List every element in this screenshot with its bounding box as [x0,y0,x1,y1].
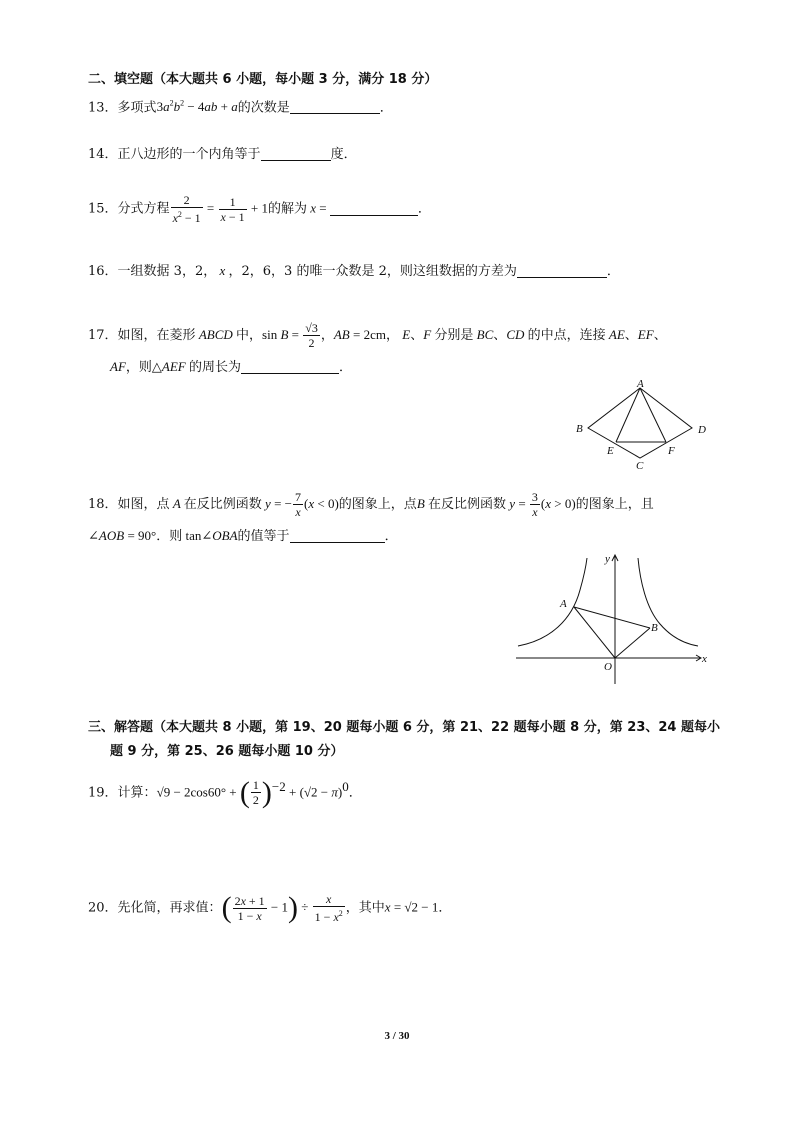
q17-text-d: ， [385,328,399,343]
segment-ae [616,388,640,442]
segment-af [640,388,666,442]
q17-text-f: 的中点，连接 [527,328,606,343]
question-16: 16．一组数据 3，2， x ，2，6，3 的唯一众数是 2，则这组数据的方差为 ． [88,263,620,279]
q14-number: 14． [88,147,118,162]
q19-number: 19． [88,785,118,801]
q20-end: ． [438,900,452,916]
q16-mid: ，2，6，3 的唯一众数是 2，则这组数据的方差为 [228,264,517,279]
q17-text-g: ，则△ [125,360,162,375]
q15-answer-blank[interactable] [330,201,418,216]
curve-left-branch [518,558,587,646]
q15-fraction-right: $\frac{1}{x - 1}$ [220,194,245,224]
q17-text-b: 中， [236,328,263,343]
rhombus-diagram [572,378,712,470]
curve-right-branch [638,558,698,646]
label-d: D [698,424,706,436]
segment-ab [574,607,650,628]
q20-fraction-x-over: $\frac{x}{1 - x^2}$ [314,892,343,924]
q15-pre: 分式方程 [117,201,170,217]
label-e: E [607,445,614,457]
q17-text-h: 的周长为 [188,360,241,375]
question-13 [88,95,393,117]
q17-answer-blank[interactable] [241,359,339,374]
label-c: C [636,460,644,470]
question-15: 15．分式方程 $\frac{2}{x^2 - 1}$ = $\frac{1}{x - 1}$ + 1的解为 x = ． [88,193,431,225]
q13-number: 13． [88,100,118,116]
section-3-title-line-1: 三、解答题（本大题共 8 小题，第 19、20 题每小题 6 分，第 21、22 题每小题 8 分，第 23、24 题每小 [88,720,720,735]
q18-answer-blank[interactable] [290,528,385,543]
q13-answer-blank[interactable] [290,99,380,114]
q20-number: 20． [88,900,118,916]
q18-fraction-3-over-x: $\frac{3}{x}$ [531,490,538,519]
page-number: 3 / 30 [384,1030,410,1042]
q16-text: 一组数据 3，2， [117,264,217,279]
label-a: A [637,378,644,390]
q18-number: 18． [88,497,118,512]
section-2-title: 二、填空题（本大题共 6 小题，每小题 3 分，满分 18 分） [88,72,438,87]
q19-fraction-half: $\frac{1}{2}$ [252,778,259,808]
q14-end: 度． [330,147,357,162]
hyperbola-diagram [510,550,710,688]
segment-ob [615,628,650,658]
q13-expression: $3a^2b^2 - 4ab + a$ [156,99,238,115]
q16-end: ． [606,264,620,279]
q20-pre: 先化简，再求值： [117,900,222,916]
question-19: 19．计算：√9 − 2cos60° + ( $\frac{1}{2}$ )$^{-2} + (√2 - \pi)^0$． [88,775,362,809]
question-20: 20．先化简，再求值：( $\frac{2x + 1}{1 - x}$ − 1) ÷ $\frac{x}{1 - x^2}$ ，其中x = √2 − 1． [88,891,452,924]
segment-oa [574,607,615,658]
q17-number: 17． [88,328,118,343]
q18-text-d: 在反比例函数 [428,497,507,512]
q17-text-a: 如图，在菱形 [117,328,196,343]
q19-pre: 计算： [117,785,157,801]
q17-fraction-sqrt3-over-2: $\frac{√3}{2}$ [305,321,318,350]
q17-text-c: ， [320,328,334,343]
q15-post: 的解为 [267,201,307,217]
q16-number: 16． [88,264,118,279]
q18-text-a: 如图，点 [117,497,170,512]
q14-answer-blank[interactable] [261,146,331,161]
q18-fraction-7-over-x: $\frac{7}{x}$ [295,490,301,519]
question-14 [88,146,357,164]
label-x: x [702,653,707,665]
question-18-line-2: ∠AOB = 90°．则 tan∠OBA的值等于 ． [88,528,398,544]
q18-text-b: 在反比例函数 [183,497,262,512]
label-o: O [604,661,612,673]
section-3-title-line-2: 题 9 分，第 25、26 题每小题 10 分） [110,744,344,759]
q14-pre: 正八边形的一个内角等于 [117,147,261,162]
label-f: F [668,445,675,457]
q17-end: ． [338,360,352,375]
q19-expression: √9 − 2cos60° + [156,784,240,800]
q18-text-e: 的图象上，且 [575,497,654,512]
label-y: y [605,553,610,565]
question-17-line-2: AF，则△AEF 的周长为 ． [110,359,352,375]
q15-number: 15． [88,201,118,217]
q15-end: ． [417,201,431,217]
q13-pre: 多项式 [117,100,157,116]
q13-post: 的次数是 [237,100,290,116]
q18-end: ． [384,529,398,544]
q18-text-c: 的图象上，点 [338,497,417,512]
label-b: B [576,423,583,435]
q19-end: ． [348,785,362,801]
question-17: 17．如图，在菱形 ABCD 中，sin B = $\frac{√3}{2}$ ，AB = 2cm， E、F 分别是 BC、CD 的中点，连接 AE、EF、 [88,321,667,350]
q13-end: ． [379,100,393,116]
q16-answer-blank[interactable] [517,263,607,278]
q20-mid: ，其中 [345,900,385,916]
q18-text-f: ．则 [156,529,183,544]
rhombus-abcd [588,388,692,458]
q17-text-e: 分别是 [434,328,474,343]
q15-fraction-left: $\frac{2}{x^2 - 1}$ [172,193,201,225]
label-b: B [651,622,658,634]
q20-fraction-2x-plus-1: $\frac{2x + 1}{1 - x}$ [234,893,265,923]
q18-text-g: 的值等于 [237,529,290,544]
question-18: 18．如图，点 A 在反比例函数 y = − $\frac{7}{x}$ (x < 0)的图象上，点B 在反比例函数 y = $\frac{3}{x}$ (x > 0)的图象上，且 [88,490,654,519]
label-a: A [560,598,567,610]
